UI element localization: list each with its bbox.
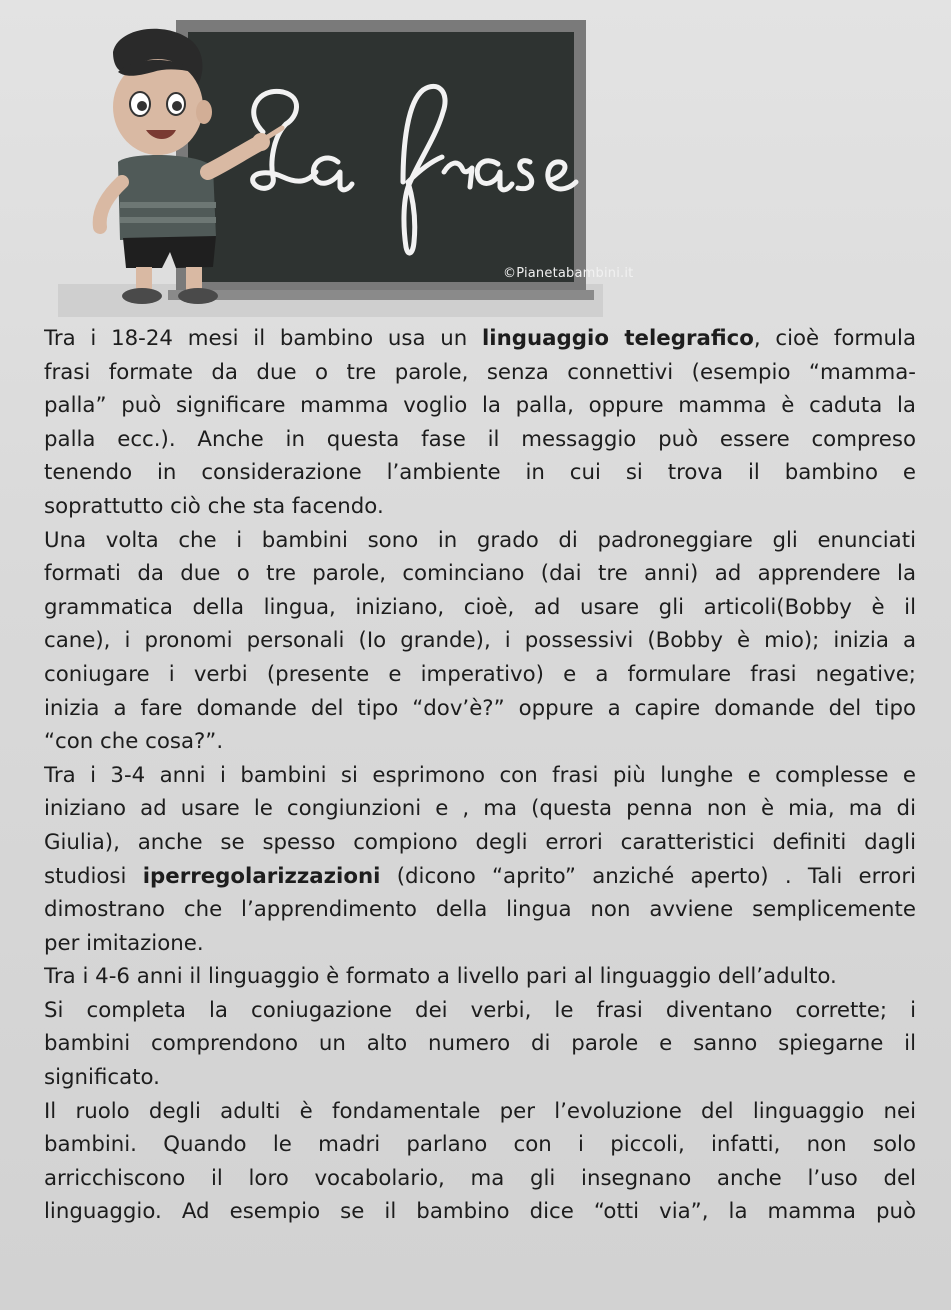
text-line: Si completa la coniugazione dei verbi, le frasi diventano corrette; i [44,997,916,1023]
paragraph-telegraphic [44,322,916,524]
text-line: Tra i 3-4 anni i bambini si esprimono con frasi più lunghe e complesse e [44,762,916,788]
text-line: Tra i 4-6 anni il linguaggio è formato a livello pari al linguaggio dell’adulto. [44,964,837,990]
paragraph-adults-role [44,1095,916,1229]
text-line: palla” può significare mamma voglio la palla, oppure mamma è caduta la [44,393,916,419]
text-line: dimostrano che l’apprendimento della lingua non avviene semplicemente [44,897,916,923]
text-line: grammatica della lingua, iniziano, cioè, ad usare gli articoli(Bobby è il [44,594,916,620]
text-line: iniziano ad usare le congiunzioni e , ma (questa penna non è mia, ma di [44,796,916,822]
text-line: soprattutto ciò che sta facendo. [44,493,384,519]
text-line: tenendo in considerazione l’ambiente in cui si trova il bambino e [44,460,916,486]
bold-term-iperregolarizzazioni: iperregolarizzazioni [142,863,381,889]
chalkboard-credit: ©Pianetabambini.it [503,266,634,281]
text-line: Giulia), anche se spesso compiono degli errori caratteristici definiti dagli [44,829,916,855]
child-shorts [123,236,216,268]
chalkboard-illustration [58,12,634,317]
text-line: per imitazione. [44,930,204,956]
text-line: inizia a fare domande del tipo “dov’è?” oppure a capire domande del tipo [44,695,916,721]
text-line: bambini. Quando le madri parlano con i piccoli, infatti, non solo [44,1132,916,1158]
paragraph-4-6-years [44,960,916,1094]
text-line: formati da due o tre parole, cominciano (dai tre anni) ad apprendere la [44,561,916,587]
text-line: coniugare i verbi (presente e imperativo) e a formulare frasi negative; [44,661,916,687]
paragraph-grammar [44,524,916,759]
paragraph-3-4-years [44,759,916,961]
text-line: frasi formate da due o tre parole, senza connettivi (esempio “mamma- [44,359,916,385]
text-line: Tra i 18-24 mesi il bambino usa un linguaggio telegrafico, cioè formula [44,326,916,351]
text-line: “con che cosa?”. [44,729,224,755]
text-line: palla ecc.). Anche in questa fase il messaggio può essere compreso [44,426,916,452]
chalk-tray [168,290,594,300]
text-line: significato. [44,1065,160,1091]
text-line: arricchiscono il loro vocabolario, ma gli insegnano anche l’uso del [44,1165,916,1191]
body-text [44,322,916,1229]
text-line: Una volta che i bambini sono in grado di padroneggiare gli enunciati [44,527,916,553]
text-line: bambini comprendono un alto numero di parole e sanno spiegarne il [44,1031,916,1057]
text-line: cane), i pronomi personali (Io grande), i possessivi (Bobby è mio); inizia a [44,628,916,654]
bold-term-telegrafico: linguaggio telegrafico [482,326,754,351]
text-line: linguaggio. Ad esempio se il bambino dice “otti via”, la mamma può [44,1199,916,1225]
text-line: studiosi iperregolarizzazioni (dicono “aprito” anziché aperto) . Tali errori [44,863,916,889]
text-line: Il ruolo degli adulti è fondamentale per l’evoluzione del linguaggio nei [44,1098,916,1124]
